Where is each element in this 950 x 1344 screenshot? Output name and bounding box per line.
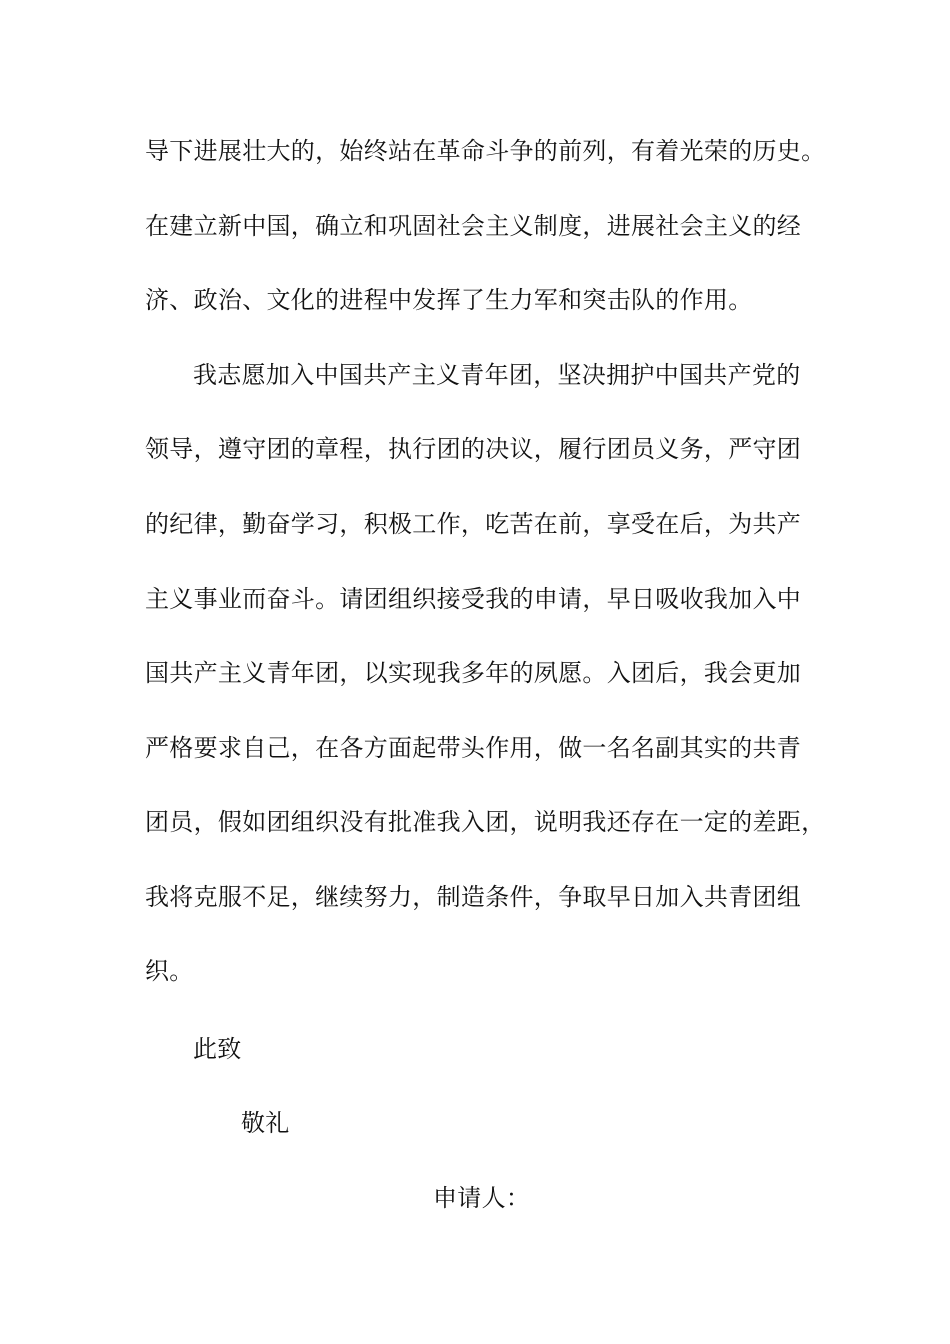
body-line-10: 团员，假如团组织没有批准我入团，说明我还存在一定的差距， bbox=[145, 808, 826, 836]
body-line-6: 的纪律，勤奋学习，积极工作，吃苦在前，享受在后，为共产 bbox=[145, 510, 802, 538]
salutation-text: 敬礼 bbox=[241, 1109, 290, 1137]
signature-label: 申请人： bbox=[433, 1184, 531, 1212]
body-line-7: 主义事业而奋斗。请团组织接受我的申请，早日吸收我加入中 bbox=[145, 585, 802, 613]
body-line-3: 济、政治、文化的进程中发挥了生力军和突击队的作用。 bbox=[145, 286, 753, 314]
body-line-8: 国共产主义青年团，以实现我多年的夙愿。入团后，我会更加 bbox=[145, 659, 802, 687]
body-line-5: 领导，遵守团的章程，执行团的决议，履行团员义务，严守团 bbox=[145, 435, 802, 463]
body-line-4: 我志愿加入中国共产主义青年团，坚决拥护中国共产党的 bbox=[193, 361, 801, 389]
body-line-11: 我将克服不足，继续努力，制造条件，争取早日加入共青团组 bbox=[145, 883, 802, 911]
body-line-9: 严格要求自己，在各方面起带头作用，做一名名副其实的共青 bbox=[145, 734, 802, 762]
body-line-1: 导下进展壮大的，始终站在革命斗争的前列，有着光荣的历史。 bbox=[145, 137, 826, 165]
closing-text: 此致 bbox=[193, 1035, 242, 1063]
body-line-12: 织。 bbox=[145, 957, 194, 985]
body-line-2: 在建立新中国，确立和巩固社会主义制度，进展社会主义的经 bbox=[145, 212, 802, 240]
